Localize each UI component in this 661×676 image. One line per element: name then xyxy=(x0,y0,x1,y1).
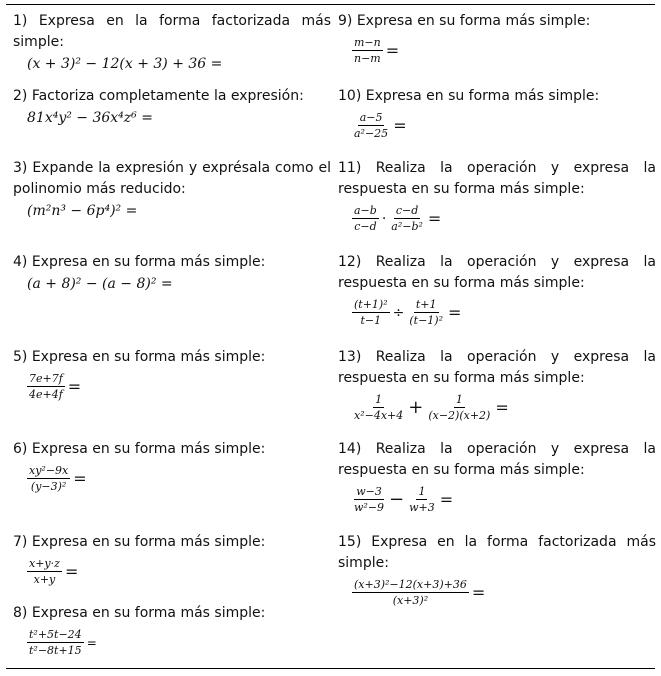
problem-9-text: 9) Expresa en su forma más simple: xyxy=(338,13,591,29)
problem-5 xyxy=(13,347,331,401)
problem-15 xyxy=(338,532,656,607)
fraction xyxy=(27,628,84,657)
numerator: xy²−9x xyxy=(29,464,69,477)
numerator: m−n xyxy=(354,36,381,49)
problem-4-text: 4) Expresa en su forma más simple: xyxy=(13,254,266,270)
fraction xyxy=(27,557,62,586)
denominator: (x+3)² xyxy=(392,594,429,607)
bottom-rule xyxy=(6,668,655,669)
numerator: t+1 xyxy=(415,298,437,311)
denominator: x+y xyxy=(33,573,56,586)
denominator: c−d xyxy=(354,220,377,233)
equals-sign: = xyxy=(495,398,509,417)
problem-1 xyxy=(13,11,331,72)
denominator: t−1 xyxy=(360,314,382,327)
problem-5-text: 5) Expresa en su forma más simple: xyxy=(13,349,266,365)
problem-8-text: 8) Expresa en su forma más simple: xyxy=(13,605,266,621)
equals-sign: = xyxy=(439,490,454,509)
problem-2-text: 2) Factoriza completamente la expresión: xyxy=(13,88,304,104)
denominator: x²−4x+4 xyxy=(354,409,404,422)
problem-12 xyxy=(338,252,656,327)
problem-12-text: 12) Realiza la operación y expresa la respuesta en su forma más simple: xyxy=(338,254,656,291)
problem-8 xyxy=(13,603,331,657)
problem-10-text: 10) Expresa en su forma más simple: xyxy=(338,88,600,104)
problem-7-expression xyxy=(27,557,331,586)
denominator: (y−3)² xyxy=(30,480,67,493)
equals-sign: = xyxy=(448,303,462,322)
problem-2 xyxy=(13,86,331,126)
fraction xyxy=(27,464,70,493)
numerator: 7e+7f xyxy=(29,372,63,385)
problem-6-expression xyxy=(27,464,331,493)
operator: ÷ xyxy=(392,304,405,321)
problem-14-expression xyxy=(352,485,656,514)
problem-11-text: 11) Realiza la operación y expresa la respuesta en su forma más simple: xyxy=(338,160,656,197)
problem-3-expression: (m²n³ − 6p⁴)² = xyxy=(27,203,138,219)
problem-2-expression: 81x⁴y² − 36x⁴z⁶ = xyxy=(27,110,153,126)
fraction xyxy=(352,111,390,140)
operator: · xyxy=(381,210,387,227)
equals-sign: = xyxy=(471,583,486,602)
numerator: 1 xyxy=(418,485,426,498)
equals-sign: = xyxy=(86,635,97,650)
numerator: x+y·z xyxy=(29,557,60,570)
problem-4-expression: (a + 8)² − (a − 8)² = xyxy=(27,276,173,292)
fraction-2 xyxy=(407,485,437,514)
equals-sign: = xyxy=(385,41,400,60)
operator: + xyxy=(408,397,424,418)
problem-1-expression: (x + 3)² − 12(x + 3) + 36 = xyxy=(27,56,223,72)
fraction-2 xyxy=(407,298,445,327)
numerator: c−d xyxy=(395,204,419,217)
denominator: n−m xyxy=(354,52,381,65)
numerator: (x+3)²−12(x+3)+36 xyxy=(354,578,467,591)
problem-13 xyxy=(338,347,656,422)
top-rule xyxy=(6,4,655,5)
problem-13-text: 13) Realiza la operación y expresa la respuesta en su forma más simple: xyxy=(338,349,656,386)
problem-3-text: 3) Expande la expresión y exprésala como el polinomio más reducido: xyxy=(13,160,331,197)
problem-6-text: 6) Expresa en su forma más simple: xyxy=(13,441,266,457)
operator: − xyxy=(389,489,405,510)
fraction-2 xyxy=(389,204,425,233)
numerator: a−b xyxy=(354,204,377,217)
problem-6 xyxy=(13,439,331,493)
problem-14-text: 14) Realiza la operación y expresa la respuesta en su forma más simple: xyxy=(338,441,656,478)
problem-15-expression xyxy=(352,578,656,607)
equals-sign: = xyxy=(427,209,442,228)
problem-7-text: 7) Expresa en su forma más simple: xyxy=(13,534,266,550)
problem-1-text: 1) Expresa en la forma factorizada más simple: xyxy=(13,13,331,50)
denominator: a²−25 xyxy=(354,127,389,140)
denominator: (x−2)(x+2) xyxy=(428,409,491,422)
numerator: t²+5t−24 xyxy=(29,628,82,641)
fraction-1 xyxy=(352,393,405,422)
problem-4 xyxy=(13,252,331,292)
equals-sign: = xyxy=(73,469,87,488)
fraction-1 xyxy=(352,204,379,233)
denominator: a²−b² xyxy=(391,220,423,233)
problem-15-text: 15) Expresa en la forma factorizada más simple: xyxy=(338,534,656,571)
problem-12-expression xyxy=(352,298,656,327)
numerator: (t+1)² xyxy=(354,298,388,311)
problem-7 xyxy=(13,532,331,586)
numerator: w−3 xyxy=(356,485,382,498)
problem-9-expression xyxy=(352,36,656,65)
denominator: w+3 xyxy=(409,501,435,514)
problem-14 xyxy=(338,439,656,514)
fraction xyxy=(352,36,383,65)
fraction-2 xyxy=(426,393,492,422)
fraction-1 xyxy=(352,298,390,327)
problem-10-expression xyxy=(352,111,656,140)
fraction-1 xyxy=(352,485,386,514)
denominator: w²−9 xyxy=(354,501,385,514)
denominator: (t−1)² xyxy=(409,314,444,327)
problem-3 xyxy=(13,158,331,219)
problem-9 xyxy=(338,11,656,65)
problem-10 xyxy=(338,86,656,140)
fraction xyxy=(352,578,469,607)
problem-8-expression xyxy=(27,628,331,657)
equals-sign: = xyxy=(67,377,82,396)
fraction xyxy=(27,372,65,401)
problem-11-expression xyxy=(352,204,656,233)
denominator: 4e+4f xyxy=(29,388,63,401)
equals-sign: = xyxy=(393,116,407,135)
numerator: 1 xyxy=(375,393,383,406)
problem-11 xyxy=(338,158,656,233)
equals-sign: = xyxy=(64,562,79,581)
problem-13-expression xyxy=(352,393,656,422)
problem-5-expression xyxy=(27,372,331,401)
numerator: a−5 xyxy=(359,111,383,124)
denominator: t²−8t+15 xyxy=(29,644,82,657)
numerator: 1 xyxy=(455,393,463,406)
